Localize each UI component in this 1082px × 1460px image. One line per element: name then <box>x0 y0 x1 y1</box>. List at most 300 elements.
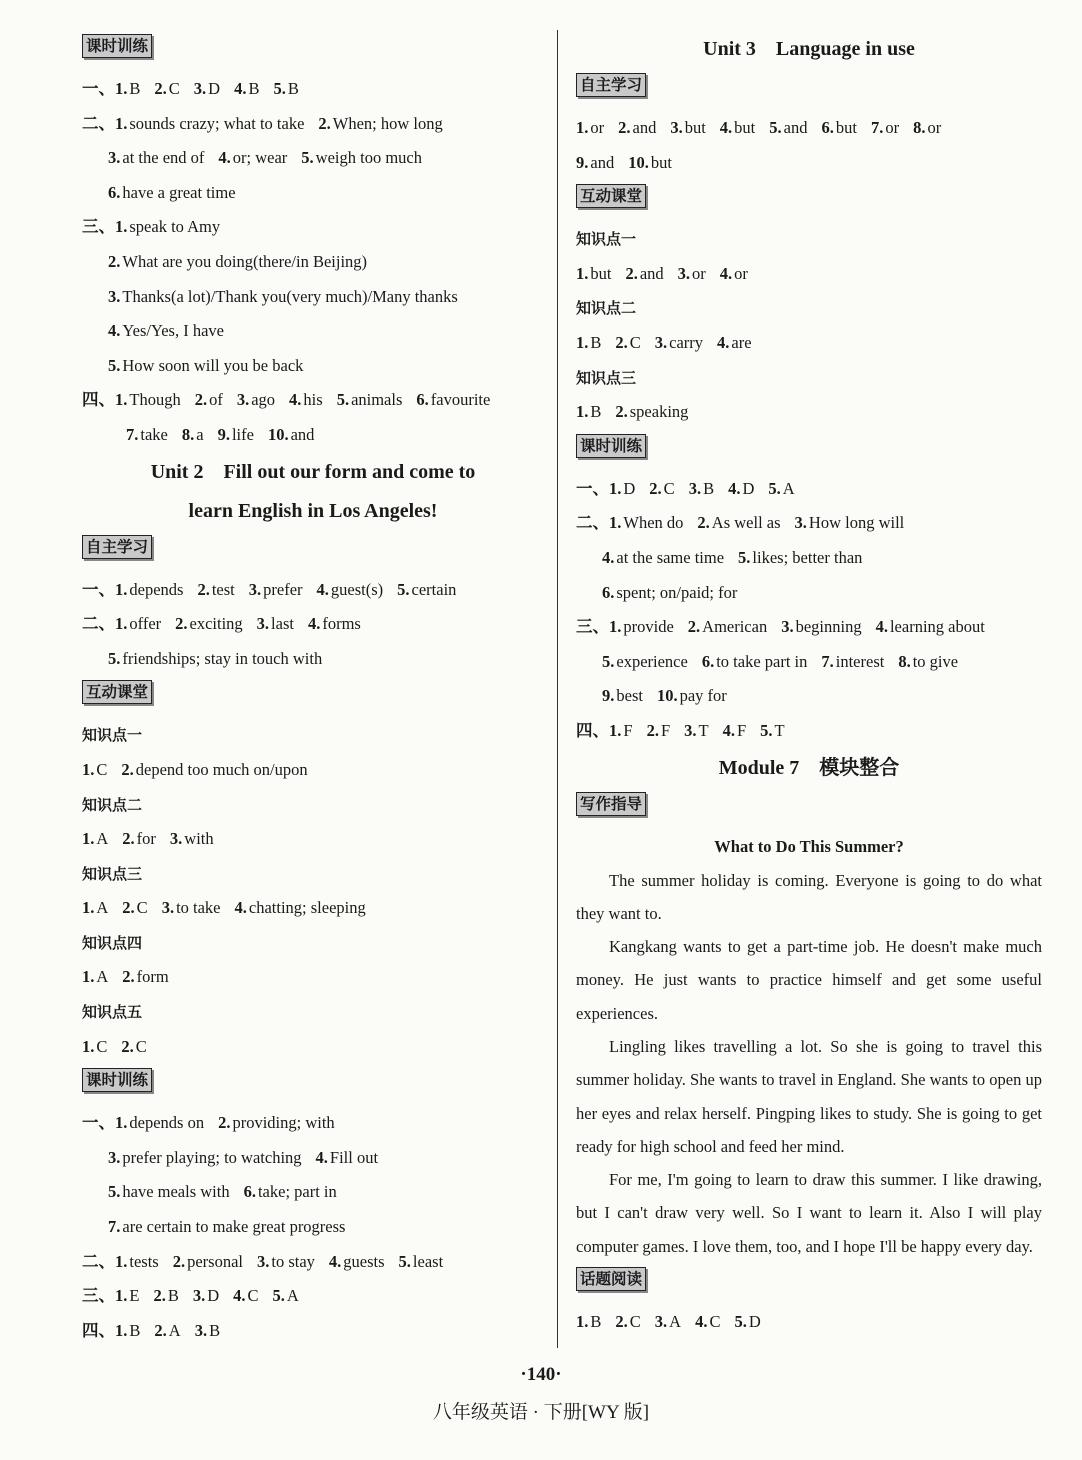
answer-line <box>82 1106 544 1141</box>
answer-item <box>108 1148 302 1167</box>
answer-item <box>108 356 303 375</box>
answer-text: take <box>140 424 168 444</box>
answer-line <box>576 679 1042 714</box>
answer-item <box>738 548 862 567</box>
answer-text: to stay <box>271 1251 315 1271</box>
answer-number: 2. <box>618 118 631 137</box>
answer-number: 2. <box>218 1113 231 1133</box>
answer-number: 4. <box>307 614 321 634</box>
answer-line <box>82 1175 544 1210</box>
answer-item <box>602 652 688 671</box>
answer-item <box>657 686 727 705</box>
answer-item <box>122 898 147 917</box>
answer-number: 3. <box>169 829 183 849</box>
answer-number: 6. <box>416 390 429 410</box>
section-badge: 话题阅读 <box>576 1267 646 1291</box>
answer-text: B <box>590 332 602 352</box>
answer-number: 2. <box>615 1312 628 1332</box>
answer-text: last <box>271 614 294 634</box>
answer-text: T <box>774 720 785 740</box>
answer-number: 2. <box>122 967 135 987</box>
answer-number: 4. <box>315 1147 328 1167</box>
answer-item <box>195 1321 220 1340</box>
answer-line <box>576 111 1042 146</box>
answer-text: forms <box>322 614 361 634</box>
answer-text: at the same time <box>616 547 725 567</box>
answer-number: 1. <box>82 1036 95 1056</box>
answer-text: A <box>96 967 109 987</box>
answer-item <box>576 513 683 532</box>
answer-item <box>576 118 604 137</box>
answer-text: and <box>639 263 664 283</box>
answer-text: or <box>885 118 900 137</box>
answer-number: 8. <box>181 424 195 444</box>
answer-number: 4. <box>722 720 735 740</box>
answer-text: form <box>136 967 169 987</box>
answer-text: friendships; stay in touch with <box>122 648 323 668</box>
answer-text: have meals with <box>122 1182 230 1202</box>
answer-item <box>82 967 108 986</box>
answer-line <box>82 107 544 142</box>
answer-item <box>122 967 168 986</box>
answer-number: 2. <box>153 1286 166 1306</box>
knowledge-point-heading: 知识点五 <box>82 1003 143 1022</box>
answer-text: C <box>709 1312 721 1332</box>
answer-number: 2. <box>649 478 662 498</box>
answer-item <box>108 252 367 271</box>
answer-number: 9. <box>602 686 615 706</box>
answer-item <box>82 390 181 409</box>
answer-item <box>108 1217 345 1236</box>
answer-number: 四、1. <box>82 390 128 410</box>
answer-item <box>576 1312 601 1331</box>
answer-line <box>576 541 1042 576</box>
answer-item <box>649 479 674 498</box>
answer-item <box>625 264 663 283</box>
answer-item <box>647 721 671 740</box>
answer-number: 四、1. <box>82 1320 128 1340</box>
answer-item <box>289 390 323 409</box>
answer-number: 3. <box>108 148 121 168</box>
knowledge-point-heading: 知识点三 <box>82 864 143 883</box>
answer-number: 9. <box>576 152 589 172</box>
answer-text: B <box>248 79 260 98</box>
answer-item <box>218 1113 335 1132</box>
answer-text: providing; with <box>232 1113 335 1133</box>
answer-text: guests <box>343 1251 385 1271</box>
answer-text: tests <box>129 1251 159 1271</box>
answer-text: and <box>783 118 808 137</box>
answer-number: 3. <box>677 263 691 283</box>
answer-item <box>237 390 275 409</box>
answer-text: and <box>290 424 315 444</box>
answer-number: 2. <box>194 390 208 410</box>
answer-item <box>576 721 633 740</box>
answer-number: 8. <box>913 118 926 137</box>
answer-text: chatting; sleeping <box>248 898 366 918</box>
answer-line <box>82 960 544 995</box>
answer-text: D <box>208 79 221 98</box>
answer-item <box>197 580 234 599</box>
section-badge: 课时训练 <box>576 434 646 458</box>
answer-item <box>175 614 243 633</box>
answer-line <box>576 395 1042 430</box>
answer-number: 1. <box>576 263 589 283</box>
answer-text: B <box>590 1312 602 1332</box>
answer-text: animals <box>351 390 403 410</box>
answer-text: Yes/Yes, I have <box>122 321 224 341</box>
answer-item <box>615 333 640 352</box>
answer-item <box>898 652 958 671</box>
answer-item <box>602 686 643 705</box>
knowledge-point-heading: 知识点四 <box>82 933 143 952</box>
answer-item <box>795 513 905 532</box>
answer-text: favourite <box>430 390 491 410</box>
answer-number: 6. <box>108 182 121 202</box>
answer-number: 4. <box>719 263 733 283</box>
answer-number: 1. <box>576 332 589 352</box>
answer-number: 2. <box>154 1320 167 1340</box>
answer-line <box>82 822 544 857</box>
answer-item <box>121 760 307 779</box>
answer-number: 4. <box>719 118 733 137</box>
answer-text: with <box>184 829 214 849</box>
answer-text: at the end of <box>122 148 205 168</box>
answer-item <box>576 402 601 421</box>
answer-number: 1. <box>82 898 95 918</box>
answer-number: 3. <box>688 478 702 498</box>
answer-number: 5. <box>602 651 615 671</box>
answer-number: 2. <box>615 332 628 352</box>
answer-item <box>689 479 714 498</box>
answer-line <box>576 645 1042 680</box>
answer-line <box>82 210 544 245</box>
answer-item <box>301 148 422 167</box>
answer-text: but <box>684 118 706 137</box>
answer-line <box>82 1279 544 1314</box>
answer-number: 二、1. <box>82 113 128 133</box>
answer-item <box>316 1148 379 1167</box>
answer-item <box>108 649 322 668</box>
section-badge: 课时训练 <box>82 1068 152 1092</box>
answer-number: 4. <box>233 1286 246 1306</box>
answer-text: D <box>742 478 755 498</box>
answer-number: 7. <box>126 424 139 444</box>
answer-item <box>249 580 303 599</box>
answer-text: B <box>287 79 299 98</box>
answer-text: B <box>590 402 602 422</box>
answer-line <box>82 1030 544 1065</box>
answer-item <box>876 617 985 636</box>
answer-number: 7. <box>870 118 884 137</box>
answer-number: 3. <box>794 513 807 533</box>
answer-text: or <box>734 263 748 283</box>
answer-item <box>913 118 941 137</box>
answer-text: are certain to make great progress <box>122 1217 346 1237</box>
answer-text: E <box>129 1286 140 1306</box>
answer-line <box>82 349 544 384</box>
answer-text: for <box>136 829 156 849</box>
knowledge-point-heading: 知识点三 <box>576 368 637 387</box>
answer-text: of <box>209 390 223 410</box>
answer-number: 4. <box>234 79 247 98</box>
answer-number: 2. <box>172 1251 186 1271</box>
section-badge: 写作指导 <box>576 792 646 816</box>
answer-number: 4. <box>728 478 741 498</box>
answer-number: 2. <box>122 829 135 849</box>
answer-text: speak to Amy <box>129 217 221 237</box>
answer-number: 一、1. <box>82 579 128 599</box>
answer-item <box>397 580 456 599</box>
right-column <box>576 30 1042 1340</box>
answer-item <box>194 79 220 98</box>
answer-text: How long will <box>808 513 905 533</box>
answer-text: have a great time <box>122 182 236 202</box>
answer-item <box>82 829 108 848</box>
answer-text: Though <box>129 390 181 410</box>
answer-number: 5. <box>336 390 350 410</box>
answer-text: to give <box>912 651 959 671</box>
answer-item <box>768 479 794 498</box>
essay-paragraph: For me, I'm going to learn to draw this summer. I like drawing, but I can't draw very well. So I want to learn it. Also I will play computer games. I love them, too, and I hope I'll be happy every day. <box>576 1170 1042 1256</box>
answer-line <box>82 141 544 176</box>
knowledge-point-heading: 知识点一 <box>82 726 143 745</box>
answer-number: 三、1. <box>82 217 128 237</box>
answer-item <box>193 1286 219 1305</box>
answer-item <box>678 264 706 283</box>
answer-item <box>871 118 899 137</box>
essay-paragraph: Kangkang wants to get a part-time job. He doesn't make much money. He just wants to practice himself and get some useful experiences. <box>576 937 1042 1023</box>
answer-text: American <box>702 617 768 637</box>
answer-number: 3. <box>192 1286 206 1306</box>
answer-text: or <box>927 118 942 137</box>
answer-number: 2. <box>646 720 659 740</box>
book-title: 八年级英语 · 下册[WY 版] <box>432 1402 650 1423</box>
answer-text: D <box>207 1286 220 1306</box>
answer-number: 4. <box>289 390 302 410</box>
answer-text: Fill out <box>329 1147 379 1167</box>
answer-item <box>318 114 442 133</box>
answer-number: 6. <box>821 118 834 137</box>
answer-line <box>82 753 544 788</box>
answer-number: 3. <box>684 720 697 740</box>
answer-item <box>162 898 221 917</box>
answer-item <box>734 1312 760 1331</box>
answer-text: depend too much on/upon <box>135 759 308 779</box>
answer-text: ago <box>251 390 276 410</box>
answer-item <box>670 118 705 137</box>
answer-number: 5. <box>272 1286 285 1306</box>
answer-text: and <box>590 152 615 172</box>
answer-text: B <box>129 1320 141 1340</box>
answer-number: 5. <box>734 1312 747 1332</box>
answer-number: 10. <box>267 424 289 444</box>
answer-number: 4. <box>328 1251 342 1271</box>
answer-number: 10. <box>628 152 649 172</box>
unit-heading: Unit 2 Fill out our form and come to <box>150 460 476 483</box>
answer-text: C <box>247 1286 259 1306</box>
answer-text: When do <box>623 513 684 533</box>
answer-line <box>82 314 544 349</box>
answer-number: 5. <box>397 579 410 599</box>
answer-text: certain <box>411 579 457 599</box>
answer-text: best <box>616 686 643 706</box>
answer-item <box>235 898 366 917</box>
answer-line <box>576 1305 1042 1340</box>
answer-item <box>821 118 856 137</box>
answer-number: 3. <box>654 1312 668 1332</box>
answer-text: depends on <box>129 1113 205 1133</box>
answer-number: 2. <box>108 251 121 271</box>
answer-item <box>82 1321 140 1340</box>
answer-item <box>576 479 635 498</box>
knowledge-point-heading: 知识点二 <box>82 795 143 814</box>
answer-text: a <box>196 424 204 444</box>
answer-text: C <box>629 332 641 352</box>
answer-text: but <box>590 263 612 283</box>
section-badge: 课时训练 <box>82 34 152 58</box>
answer-number: 4. <box>234 898 247 918</box>
answer-text: pay for <box>679 686 727 706</box>
answer-number: 5. <box>108 1182 121 1202</box>
answer-text: A <box>96 898 109 918</box>
section-badge: 自主学习 <box>82 535 152 559</box>
answer-text: B <box>129 79 141 98</box>
answer-item <box>720 118 755 137</box>
answer-text: offer <box>129 614 162 634</box>
answer-number: 1. <box>576 118 589 137</box>
answer-number: 2. <box>615 402 628 422</box>
answer-number: 3. <box>670 118 683 137</box>
answer-number: 2. <box>154 79 167 98</box>
answer-line <box>82 280 544 315</box>
answer-line <box>82 245 544 280</box>
answer-text: to take <box>176 898 221 918</box>
answer-number: 3. <box>781 617 794 637</box>
answer-item <box>695 1312 720 1331</box>
answer-item <box>723 721 747 740</box>
answer-number: 一、1. <box>576 478 622 498</box>
answer-number: 8. <box>898 651 911 671</box>
answer-item <box>257 614 294 633</box>
answer-item <box>82 1113 204 1132</box>
answer-number: 5. <box>738 547 751 567</box>
answer-text: exciting <box>189 614 243 634</box>
answer-number: 2. <box>122 898 135 918</box>
answer-text: weigh too much <box>315 148 422 168</box>
answer-item <box>170 829 214 848</box>
answer-item <box>399 1252 444 1271</box>
answer-item <box>576 264 611 283</box>
answer-number: 6. <box>243 1182 256 1202</box>
answer-item <box>82 1252 159 1271</box>
answer-number: 一、1. <box>82 1113 128 1133</box>
answer-item <box>108 183 236 202</box>
answer-line <box>82 1141 544 1176</box>
answer-text: C <box>96 759 108 779</box>
answer-item <box>82 1037 107 1056</box>
answer-item <box>82 1286 139 1305</box>
answer-item <box>195 390 223 409</box>
answer-line <box>576 576 1042 611</box>
answer-line <box>82 72 544 107</box>
answer-number: 2. <box>687 617 701 637</box>
answer-item <box>273 1286 299 1305</box>
answer-text: provide <box>623 617 674 637</box>
answer-number: 9. <box>217 424 230 444</box>
answer-text: prefer <box>263 579 303 599</box>
answer-text: his <box>303 390 323 410</box>
answer-number: 3. <box>256 614 270 634</box>
answer-text: experience <box>616 651 688 671</box>
answer-number: 5. <box>273 79 286 98</box>
answer-text: carry <box>669 332 704 352</box>
answer-item <box>728 479 754 498</box>
answer-number: 一、1. <box>82 79 128 98</box>
answer-item <box>655 333 703 352</box>
answer-text: but <box>650 152 672 172</box>
answer-text: test <box>211 579 235 599</box>
answer-item <box>154 1321 180 1340</box>
answer-number: 7. <box>821 651 834 671</box>
answer-item <box>684 721 708 740</box>
answer-item <box>615 1312 640 1331</box>
answer-number: 6. <box>602 582 615 602</box>
answer-text: guest(s) <box>330 579 384 599</box>
answer-number: 3. <box>161 898 175 918</box>
answer-text: prefer playing; to watching <box>122 1147 302 1167</box>
answer-item <box>697 513 780 532</box>
answer-text: but <box>734 118 756 137</box>
answer-text: F <box>736 720 747 740</box>
answer-item <box>108 1182 230 1201</box>
answer-text: spent; on/paid; for <box>616 582 738 602</box>
answer-text: As well as <box>711 513 781 533</box>
answer-text: A <box>669 1312 682 1332</box>
answer-item <box>576 617 674 636</box>
answer-item <box>244 1182 337 1201</box>
answer-text: or; wear <box>232 148 288 168</box>
answer-item <box>126 425 168 444</box>
answer-line <box>576 326 1042 361</box>
answer-text: take; part in <box>257 1182 337 1202</box>
answer-number: 1. <box>82 759 95 779</box>
answer-item <box>821 652 884 671</box>
answer-text: D <box>623 478 636 498</box>
answer-text: personal <box>187 1251 243 1271</box>
answer-number: 10. <box>656 686 678 706</box>
answer-text: A <box>782 478 795 498</box>
answer-text: learning about <box>889 617 985 637</box>
answer-item <box>154 79 179 98</box>
answer-item <box>82 217 220 236</box>
answer-number: 5. <box>301 148 314 168</box>
answer-number: 2. <box>197 579 210 599</box>
answer-text: F <box>623 720 633 740</box>
answer-item <box>82 898 108 917</box>
answer-text: C <box>135 1036 147 1056</box>
answer-item <box>317 580 384 599</box>
answer-text: but <box>835 118 857 137</box>
answer-number: 4. <box>602 547 615 567</box>
answer-text: C <box>136 898 148 918</box>
answer-line <box>576 714 1042 749</box>
answer-item <box>717 333 752 352</box>
answer-text: A <box>96 829 109 849</box>
answer-number: 4. <box>218 148 231 168</box>
answer-text: beginning <box>795 617 862 637</box>
essay-paragraph: The summer holiday is coming. Everyone is going to do what they want to. <box>576 870 1042 923</box>
